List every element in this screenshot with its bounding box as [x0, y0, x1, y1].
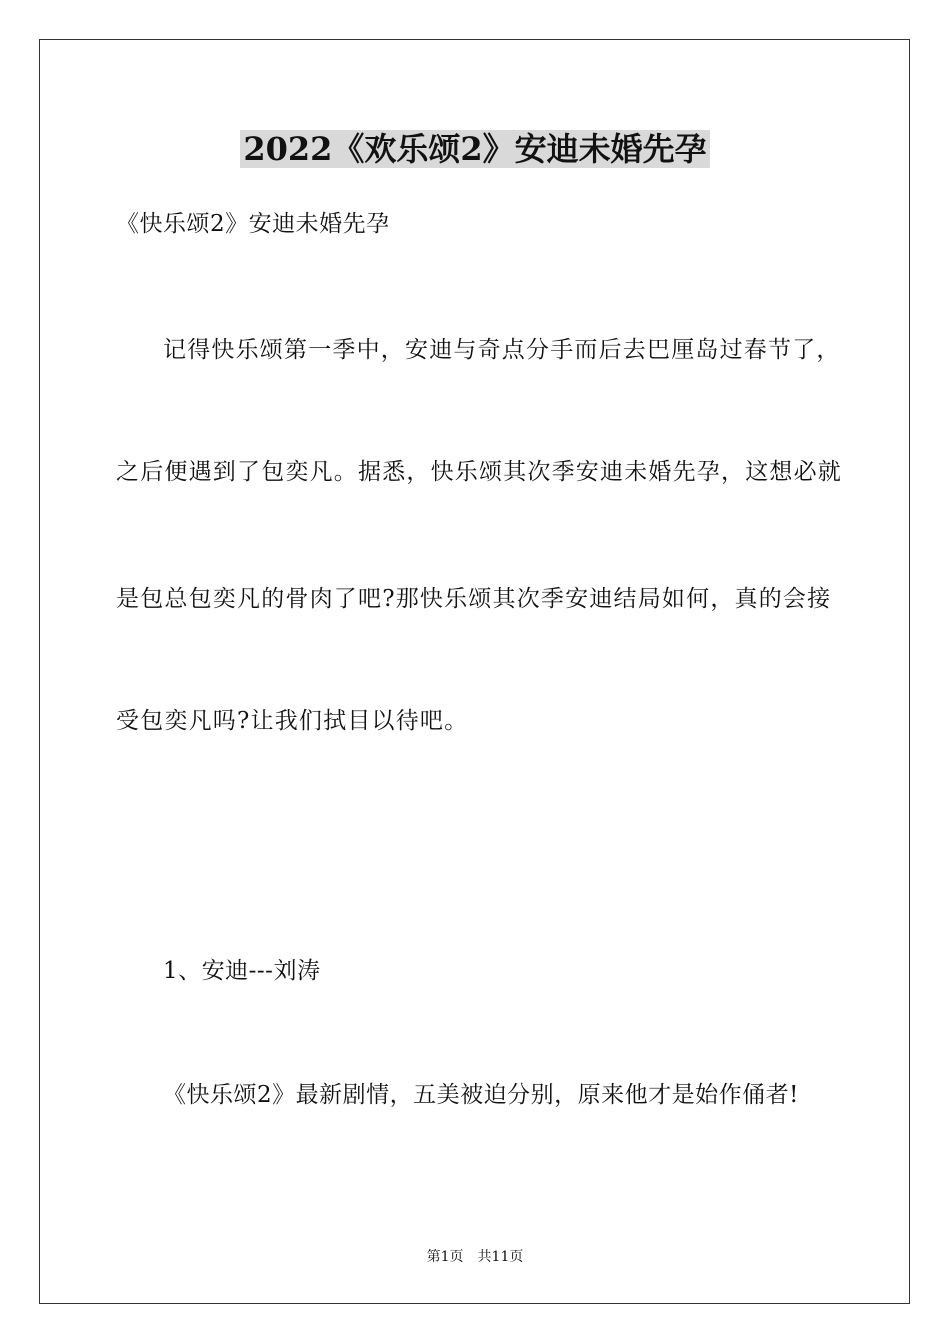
- section-heading: 1、安迪---刘涛: [163, 958, 321, 984]
- paragraph-line-4: 受包奕凡吗?让我们拭目以待吧。: [116, 708, 469, 734]
- document-subtitle: 《快乐颂2》安迪未婚先孕: [116, 211, 390, 237]
- page-number: 第1页: [426, 1249, 464, 1265]
- document-title-text: 2022《欢乐颂2》安迪未婚先孕: [240, 130, 709, 168]
- page-total: 共11页: [477, 1249, 524, 1265]
- paragraph-line-1: 记得快乐颂第一季中，安迪与奇点分手而后去巴厘岛过春节了，: [163, 337, 841, 363]
- paragraph-line-3: 是包总包奕凡的骨肉了吧?那快乐颂其次季安迪结局如何，真的会接: [116, 586, 832, 612]
- page-footer: [0, 1247, 950, 1267]
- document-title: [0, 128, 950, 170]
- section-text: 《快乐颂2》最新剧情，五美被迫分别，原来他才是始作俑者!: [163, 1082, 799, 1108]
- paragraph-line-2: 之后便遇到了包奕凡。据悉，快乐颂其次季安迪未婚先孕，这想必就: [116, 459, 842, 485]
